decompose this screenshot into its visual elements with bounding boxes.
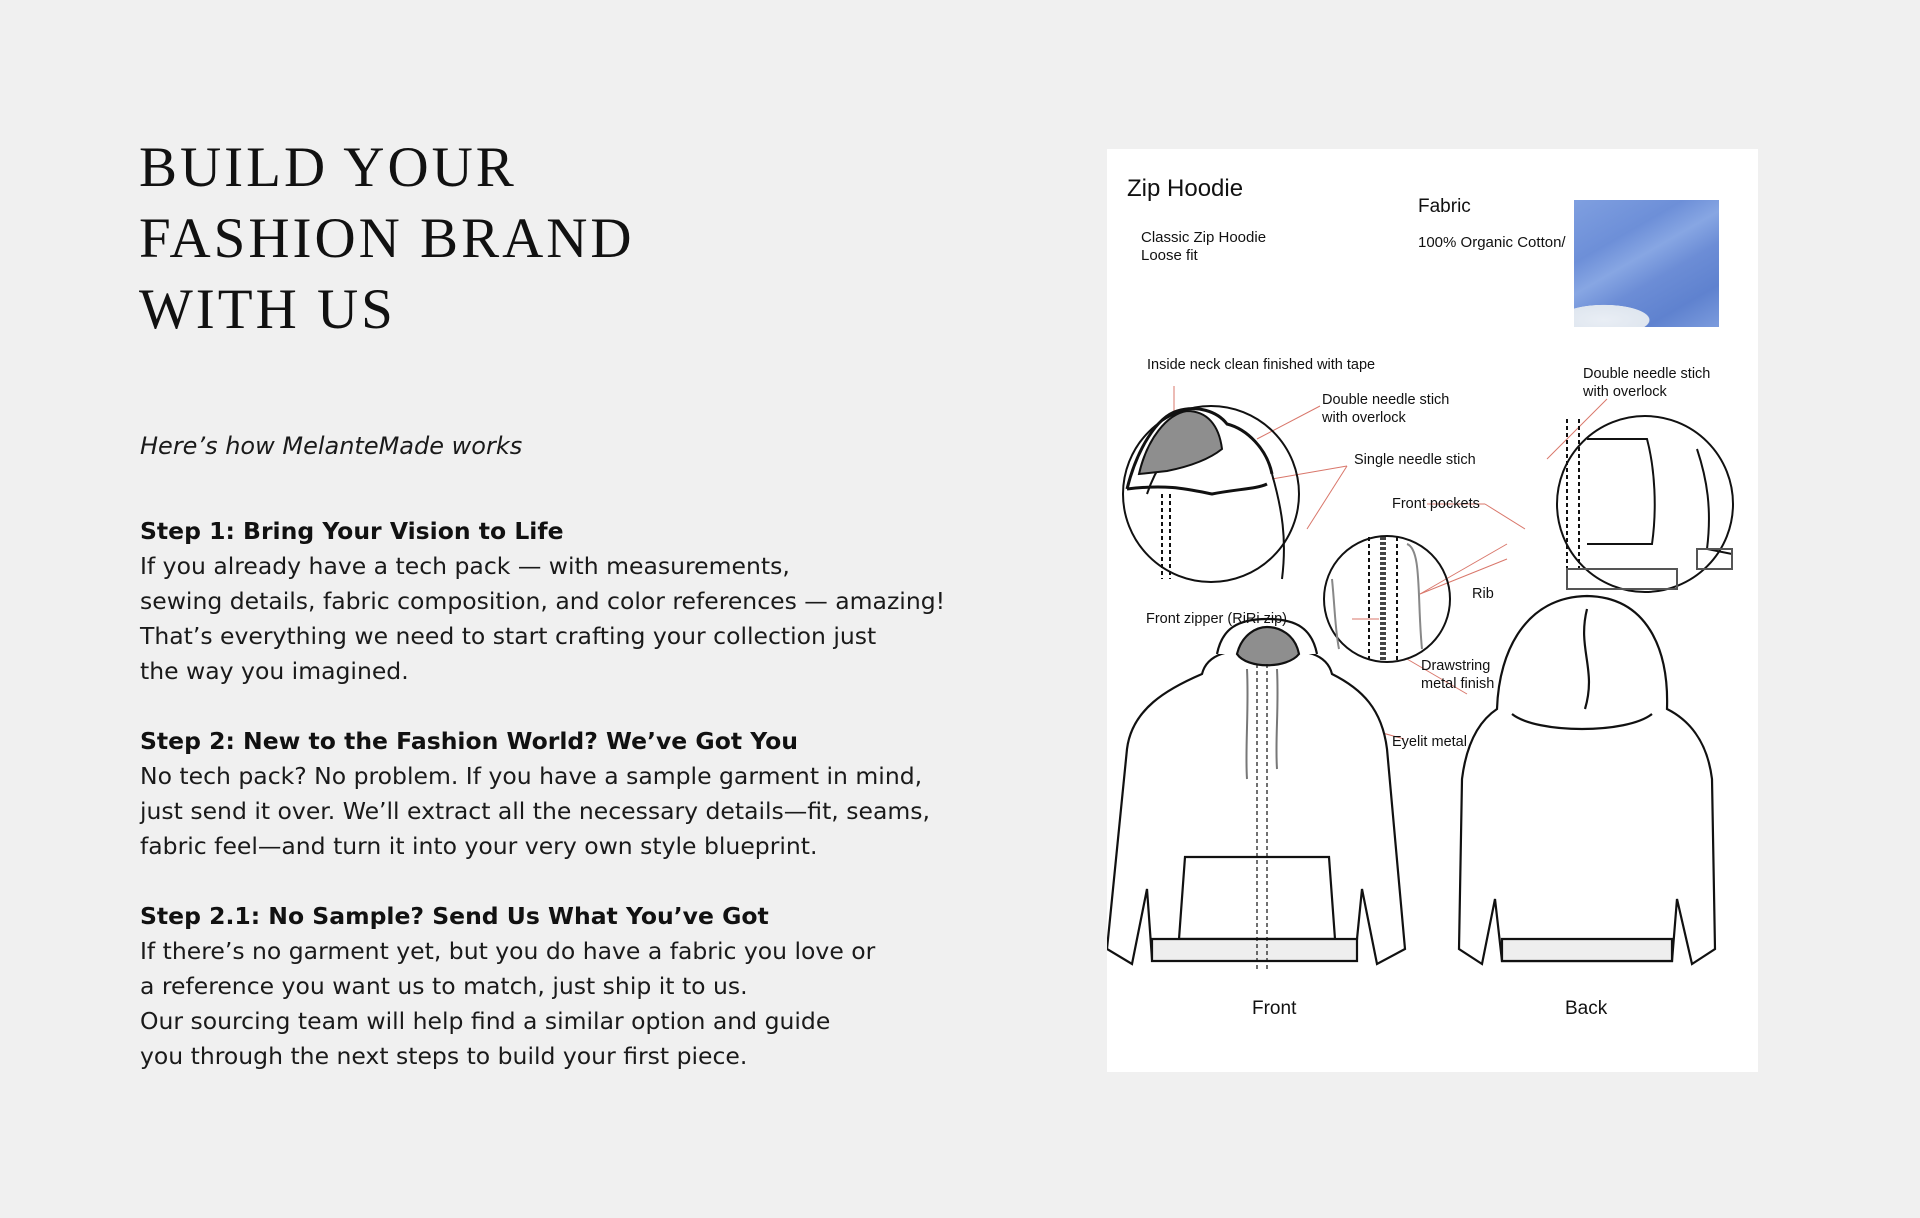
- tech-pack-image: [1107, 149, 1758, 1072]
- step-1-title: Step 1: Bring Your Vision to Life: [140, 517, 564, 545]
- step-2-1: [140, 899, 1040, 1074]
- headline-line-3: WITH US: [139, 278, 396, 341]
- step-2-line: fabric feel—and turn it into your very own style blueprint.: [140, 832, 818, 860]
- front-view-label: Front: [1252, 998, 1297, 1019]
- label-front-zipper: Front zipper (RiRi zip): [1146, 611, 1287, 627]
- headline: [139, 132, 839, 345]
- tech-pack-desc: Loose fit: [1141, 247, 1198, 264]
- label-drawstring: metal finish: [1421, 676, 1495, 692]
- step-2-line: just send it over. We’ll extract all the necessary details—fit, seams,: [140, 797, 930, 825]
- label-rib: Rib: [1472, 586, 1494, 602]
- back-view-label: Back: [1565, 998, 1608, 1019]
- step-1-line: If you already have a tech pack — with measurements,: [140, 552, 790, 580]
- fabric-swatch: [1574, 200, 1719, 327]
- label-double-stitch: with overlock: [1322, 410, 1406, 426]
- fabric-label: Fabric: [1418, 196, 1471, 217]
- step-1: [140, 514, 1040, 689]
- step-2-1-title: Step 2.1: No Sample? Send Us What You’ve Got: [140, 902, 769, 930]
- intro-text: Here’s how MelanteMade works: [140, 432, 523, 460]
- tech-pack-title: Zip Hoodie: [1127, 175, 1244, 202]
- step-2-1-line: a reference you want us to match, just ship it to us.: [140, 972, 748, 1000]
- step-1-line: That’s everything we need to start crafting your collection just: [140, 622, 877, 650]
- label-double-stitch: Double needle stich: [1322, 392, 1450, 408]
- label-front-pockets: Front pockets: [1392, 496, 1480, 512]
- step-2-1-line: you through the next steps to build your first piece.: [140, 1042, 748, 1070]
- label-single-stitch: Single needle stich: [1354, 452, 1476, 468]
- step-1-line: sewing details, fabric composition, and color references — amazing!: [140, 587, 946, 615]
- fabric-value: 100% Organic Cotton/: [1418, 234, 1566, 251]
- label-eyelet: Eyelit metal: [1392, 734, 1467, 750]
- step-2-1-line: Our sourcing team will help find a similar option and guide: [140, 1007, 831, 1035]
- step-2-line: No tech pack? No problem. If you have a sample garment in mind,: [140, 762, 923, 790]
- headline-line-2: FASHION BRAND: [139, 207, 635, 270]
- headline-line-1: BUILD YOUR: [139, 136, 517, 199]
- steps-list: [140, 514, 1040, 1109]
- tech-pack-desc: Classic Zip Hoodie: [1141, 229, 1267, 246]
- label-double-stitch: Double needle stich: [1583, 366, 1711, 382]
- step-2: [140, 724, 1040, 864]
- step-1-line: the way you imagined.: [140, 657, 409, 685]
- label-double-stitch: with overlock: [1583, 384, 1667, 400]
- step-2-1-line: If there’s no garment yet, but you do have a fabric you love or: [140, 937, 876, 965]
- label-neck: Inside neck clean finished with tape: [1147, 357, 1376, 373]
- label-drawstring: Drawstring: [1421, 658, 1491, 674]
- step-2-title: Step 2: New to the Fashion World? We’ve Got You: [140, 727, 799, 755]
